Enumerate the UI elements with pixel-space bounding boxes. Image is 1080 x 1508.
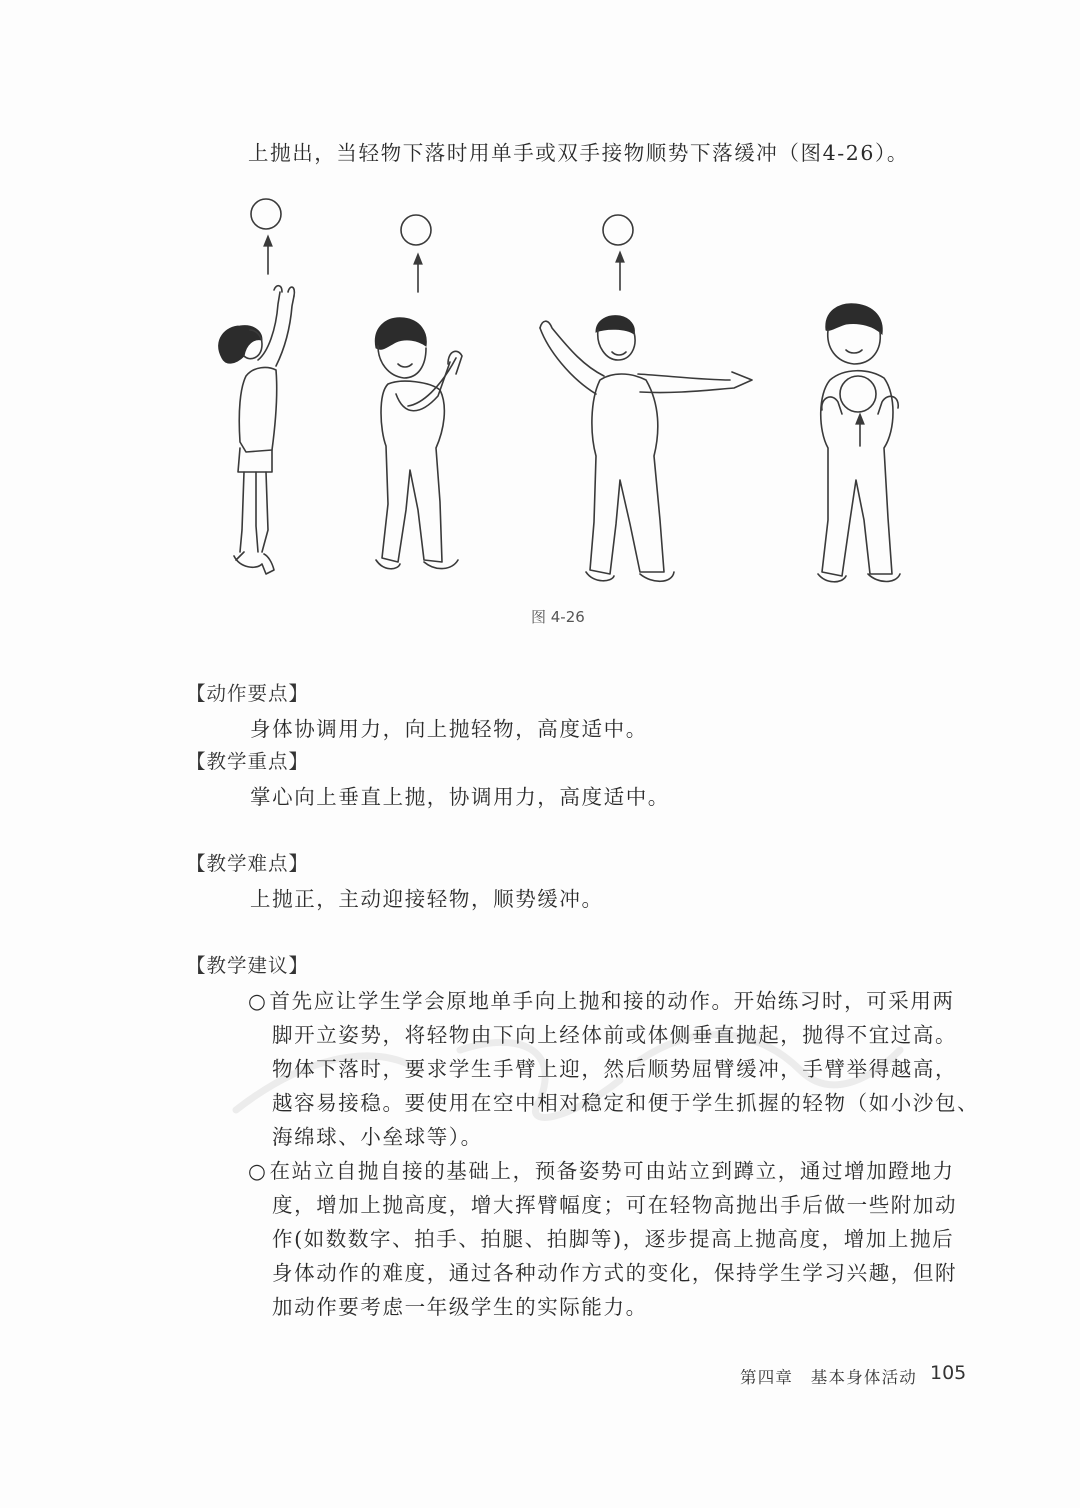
section-text: 掌心向上垂直上抛，协调用力，高度适中。 bbox=[250, 785, 670, 809]
ball-icon bbox=[401, 215, 431, 245]
figure-caption: 图 4-26 bbox=[531, 608, 585, 626]
section-heading-teaching-suggestions: 【教学建议】 bbox=[186, 954, 310, 977]
ball-icon bbox=[251, 199, 281, 229]
figure-pose-4-child bbox=[818, 304, 900, 582]
suggestion-2-line-2: 度，增加上抛高度，增大挥臂幅度；可在轻物高抛出手后做一些附加动 bbox=[272, 1193, 958, 1217]
ball-icon bbox=[840, 376, 876, 412]
section-heading-teaching-difficulty: 【教学难点】 bbox=[186, 852, 310, 875]
suggestion-2-line-1 bbox=[248, 1154, 955, 1184]
bullet-circle-icon: ○ bbox=[248, 1159, 268, 1183]
figure-pose-3-child bbox=[540, 215, 752, 581]
page-number: 105 bbox=[930, 1362, 967, 1384]
suggestion-text: 在站立自抛自接的基础上，预备姿势可由站立到蹲立，通过增加蹬地力 bbox=[269, 1159, 955, 1183]
up-arrow-icon bbox=[264, 236, 272, 274]
figure-pose-2-child bbox=[375, 215, 462, 569]
section-text: 上抛正，主动迎接轻物，顺势缓冲。 bbox=[250, 887, 604, 911]
figure-illustration bbox=[0, 180, 1080, 600]
figure-pose-1-child bbox=[219, 199, 295, 574]
continuation-text: 上抛出，当轻物下落时用单手或双手接物顺势下落缓冲（图4-26）。 bbox=[248, 141, 910, 165]
suggestion-1-line-1 bbox=[248, 984, 955, 1014]
bullet-circle-icon: ○ bbox=[248, 989, 268, 1013]
suggestion-text: 首先应让学生学会原地单手向上抛和接的动作。开始练习时，可采用两 bbox=[269, 989, 955, 1013]
up-arrow-icon bbox=[856, 414, 864, 446]
suggestion-1-line-4: 越容易接稳。要使用在空中相对稳定和便于学生抓握的轻物（如小沙包、 bbox=[272, 1091, 980, 1115]
suggestion-2-line-4: 身体动作的难度，通过各种动作方式的变化，保持学生学习兴趣，但附 bbox=[272, 1261, 958, 1285]
suggestion-1-line-5: 海绵球、小垒球等）。 bbox=[272, 1125, 483, 1149]
section-heading-action-points: 【动作要点】 bbox=[186, 682, 310, 705]
suggestion-2-line-5: 加动作要考虑一年级学生的实际能力。 bbox=[272, 1295, 648, 1319]
ball-icon bbox=[603, 215, 633, 245]
suggestion-2-line-3: 作(如数数字、拍手、拍腿、拍脚等)，逐步提高上抛高度，增加上抛后 bbox=[272, 1227, 955, 1251]
up-arrow-icon bbox=[616, 252, 624, 290]
footer-chapter-title: 第四章 基本身体活动 bbox=[740, 1368, 917, 1387]
suggestion-1-line-2: 脚开立姿势，将轻物由下向上经体前或体侧垂直抛起，抛得不宜过高。 bbox=[272, 1023, 958, 1047]
section-text: 身体协调用力，向上抛轻物，高度适中。 bbox=[250, 717, 648, 741]
suggestion-1-line-3: 物体下落时，要求学生手臂上迎，然后顺势屈臂缓冲，手臂举得越高， bbox=[272, 1057, 958, 1081]
section-heading-teaching-focus: 【教学重点】 bbox=[186, 750, 310, 773]
up-arrow-icon bbox=[414, 254, 422, 292]
